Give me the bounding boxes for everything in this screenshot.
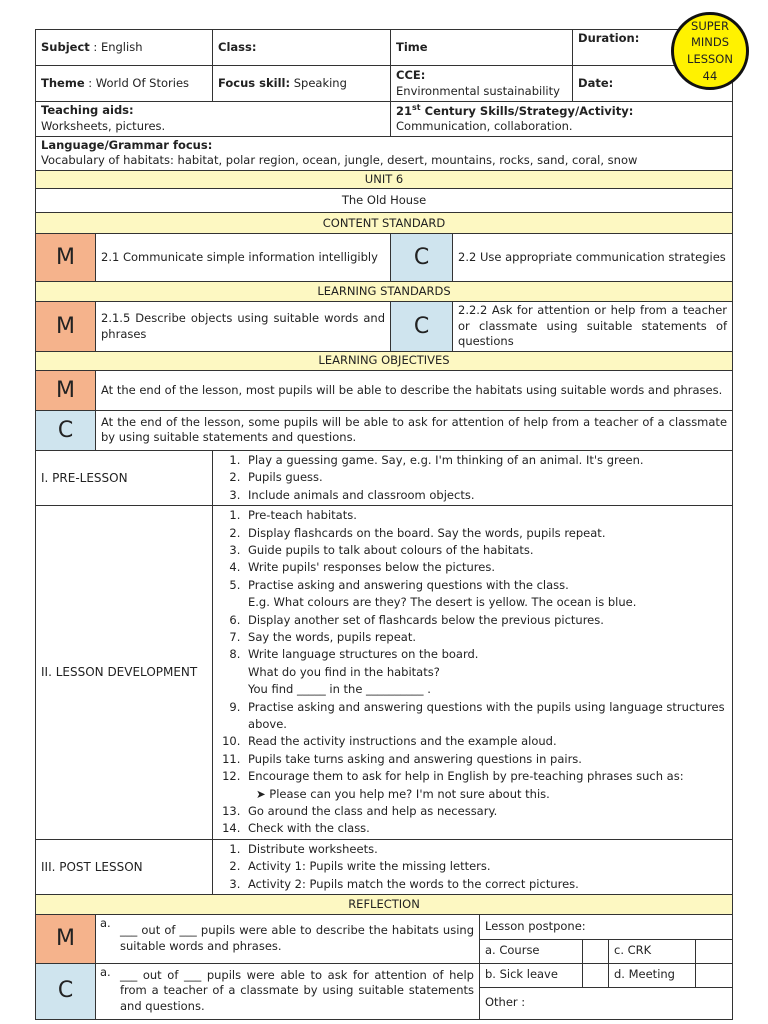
time-cell bbox=[391, 30, 573, 66]
subject-value: : English bbox=[93, 39, 143, 54]
class-label: Class: bbox=[218, 39, 257, 54]
content-standard-m-text: 2.1 Communicate simple information intelligibly bbox=[96, 234, 391, 282]
learning-objectives-heading: LEARNING OBJECTIVES bbox=[36, 351, 733, 370]
theme-cell bbox=[36, 66, 213, 102]
focus-skill-label: Focus skill: bbox=[218, 75, 291, 90]
postpone-checkbox-sick-leave[interactable] bbox=[583, 963, 609, 987]
list-item: 1. Distribute worksheets. bbox=[244, 841, 727, 858]
postpone-option-sick-leave: b. Sick leave bbox=[480, 963, 583, 987]
postpone-other: Other : bbox=[480, 987, 733, 1019]
cce-value: Environmental sustainability bbox=[396, 83, 560, 98]
focus-skill-value: Speaking bbox=[293, 75, 347, 90]
list-item: 13. Go around the class and help as necessary. bbox=[244, 803, 727, 820]
language-focus-value: Vocabulary of habitats: habitat, polar region, ocean, jungle, desert, mountains, rocks, sand, coral, snow bbox=[41, 153, 638, 168]
list-item: 3. Activity 2: Pupils match the words to the correct pictures. bbox=[244, 876, 727, 893]
lesson-development-steps bbox=[213, 506, 733, 840]
post-lesson-steps bbox=[213, 839, 733, 894]
list-item: 11. Pupils take turns asking and answering questions in pairs. bbox=[244, 751, 727, 768]
step-structure-answer: You find _____ in the __________ . bbox=[248, 682, 431, 697]
content-standard-heading: CONTENT STANDARD bbox=[36, 213, 733, 234]
postpone-option-meeting: d. Meeting bbox=[609, 963, 696, 987]
subject-label: Subject bbox=[41, 39, 90, 54]
pre-lesson-steps bbox=[213, 450, 733, 505]
theme-label: Theme bbox=[41, 75, 85, 90]
unit-name: The Old House bbox=[36, 189, 733, 213]
list-item: 2. Activity 1: Pupils write the missing letters. bbox=[244, 858, 727, 875]
postpone-checkbox-course[interactable] bbox=[583, 939, 609, 963]
list-item: 4. Write pupils' responses below the pictures. bbox=[244, 559, 727, 576]
teaching-aids-value: Worksheets, pictures. bbox=[41, 118, 166, 133]
list-item: 9. Practise asking and answering questions with the pupils using language structures above. bbox=[244, 699, 727, 734]
century-skills-cell bbox=[391, 102, 733, 137]
reflection-c-text bbox=[96, 963, 480, 1019]
list-item bbox=[244, 646, 727, 698]
learning-objectives-m-letter: M bbox=[36, 370, 96, 410]
lesson-plan-table bbox=[35, 29, 733, 915]
list-item: 1. Pre-teach habitats. bbox=[244, 507, 727, 524]
badge-line: MINDS bbox=[690, 35, 730, 50]
postpone-checkbox-crk[interactable] bbox=[696, 939, 733, 963]
learning-standards-m-text: 2.1.5 Describe objects using suitable words and phrases bbox=[96, 302, 391, 352]
badge-line: SUPER bbox=[691, 18, 729, 33]
step-text: Write language structures on the board. bbox=[248, 647, 479, 662]
learning-objectives-m-text: At the end of the lesson, most pupils will be able to describe the habitats using suitable words and phrases. bbox=[96, 370, 733, 410]
theme-value: : World Of Stories bbox=[88, 75, 190, 90]
century-skills-value: Communication, collaboration. bbox=[396, 119, 573, 134]
postpone-checkbox-meeting[interactable] bbox=[696, 963, 733, 987]
language-focus-cell bbox=[36, 136, 733, 170]
cce-cell bbox=[391, 66, 573, 102]
century-skills-label: 21st Century Skills/Strategy/Activity: bbox=[396, 103, 634, 118]
reflection-heading: REFLECTION bbox=[36, 895, 733, 915]
super-minds-lesson-badge bbox=[671, 12, 749, 90]
reflection-m-text bbox=[96, 915, 480, 963]
learning-objectives-c-text: At the end of the lesson, some pupils will be able to ask for attention of help from a teacher of a classmate by using suitable statements and questions. bbox=[96, 410, 733, 450]
reflection-m-letter: M bbox=[36, 915, 96, 963]
list-item: 7. Say the words, pupils repeat. bbox=[244, 629, 727, 646]
list-item: 2. Pupils guess. bbox=[244, 469, 727, 486]
learning-standards-m-letter: M bbox=[36, 302, 96, 352]
step-structure-question: What do you find in the habitats? bbox=[248, 664, 440, 679]
postpone-option-crk: c. CRK bbox=[609, 939, 696, 963]
content-standard-m-letter: M bbox=[36, 234, 96, 282]
list-item bbox=[244, 768, 727, 803]
list-item: 1. Play a guessing game. Say, e.g. I'm thinking of an animal. It's green. bbox=[244, 452, 727, 469]
list-item: 2. Display flashcards on the board. Say the words, pupils repeat. bbox=[244, 525, 727, 542]
lesson-plan-page bbox=[35, 29, 732, 1020]
teaching-aids-cell bbox=[36, 102, 391, 137]
focus-skill-cell bbox=[213, 66, 391, 102]
postpone-option-course: a. Course bbox=[480, 939, 583, 963]
list-item: 3. Guide pupils to talk about colours of the habitats. bbox=[244, 542, 727, 559]
class-cell bbox=[213, 30, 391, 66]
learning-standards-heading: LEARNING STANDARDS bbox=[36, 282, 733, 302]
list-item: 10. Read the activity instructions and the example aloud. bbox=[244, 733, 727, 750]
badge-line: LESSON bbox=[687, 52, 733, 66]
step-text: Practise asking and answering questions with the class. bbox=[248, 577, 569, 592]
learning-objectives-c-letter: C bbox=[36, 410, 96, 450]
duration-label: Duration: bbox=[578, 31, 640, 45]
lesson-development-label: II. LESSON DEVELOPMENT bbox=[36, 506, 213, 840]
post-lesson-label: III. POST LESSON bbox=[36, 839, 213, 894]
cce-label: CCE: bbox=[396, 67, 426, 82]
badge-line: 44 bbox=[702, 68, 718, 83]
content-standard-c-text: 2.2 Use appropriate communication strategies bbox=[453, 234, 733, 282]
reflection-c-prefix: a. bbox=[100, 964, 111, 979]
list-item bbox=[244, 577, 727, 612]
reflection-table bbox=[35, 915, 733, 1020]
lesson-postpone-label: Lesson postpone: bbox=[480, 915, 733, 939]
step-text: Encourage them to ask for help in English by pre-teaching phrases such as: bbox=[248, 769, 684, 784]
reflection-m-sentence: ___ out of ___ pupils were able to describe the habitats using suitable words and phrases. bbox=[120, 923, 474, 953]
content-standard-c-letter: C bbox=[391, 234, 453, 282]
reflection-c-sentence: ___ out of ___ pupils were able to ask for attention of help from a teacher of a classmate by using suitable statements and questions. bbox=[120, 967, 474, 1013]
language-focus-label: Language/Grammar focus: bbox=[41, 137, 213, 152]
unit-title: UNIT 6 bbox=[36, 170, 733, 189]
list-item: 3. Include animals and classroom objects. bbox=[244, 487, 727, 504]
reflection-c-letter: C bbox=[36, 963, 96, 1019]
learning-standards-c-text: 2.2.2 Ask for attention or help from a teacher or classmate using suitable statements of questions bbox=[453, 302, 733, 352]
teaching-aids-label: Teaching aids: bbox=[41, 103, 134, 118]
list-item: 14. Check with the class. bbox=[244, 820, 727, 837]
reflection-m-prefix: a. bbox=[100, 916, 111, 931]
time-label: Time bbox=[396, 39, 428, 54]
step-phrase: ➤ Please can you help me? I'm not sure about this. bbox=[256, 786, 550, 801]
date-label: Date: bbox=[578, 75, 614, 90]
subject-cell bbox=[36, 30, 213, 66]
learning-standards-c-letter: C bbox=[391, 302, 453, 352]
step-example: E.g. What colours are they? The desert is yellow. The ocean is blue. bbox=[248, 595, 637, 610]
pre-lesson-label: I. PRE-LESSON bbox=[36, 450, 213, 505]
list-item: 6. Display another set of flashcards below the previous pictures. bbox=[244, 612, 727, 629]
